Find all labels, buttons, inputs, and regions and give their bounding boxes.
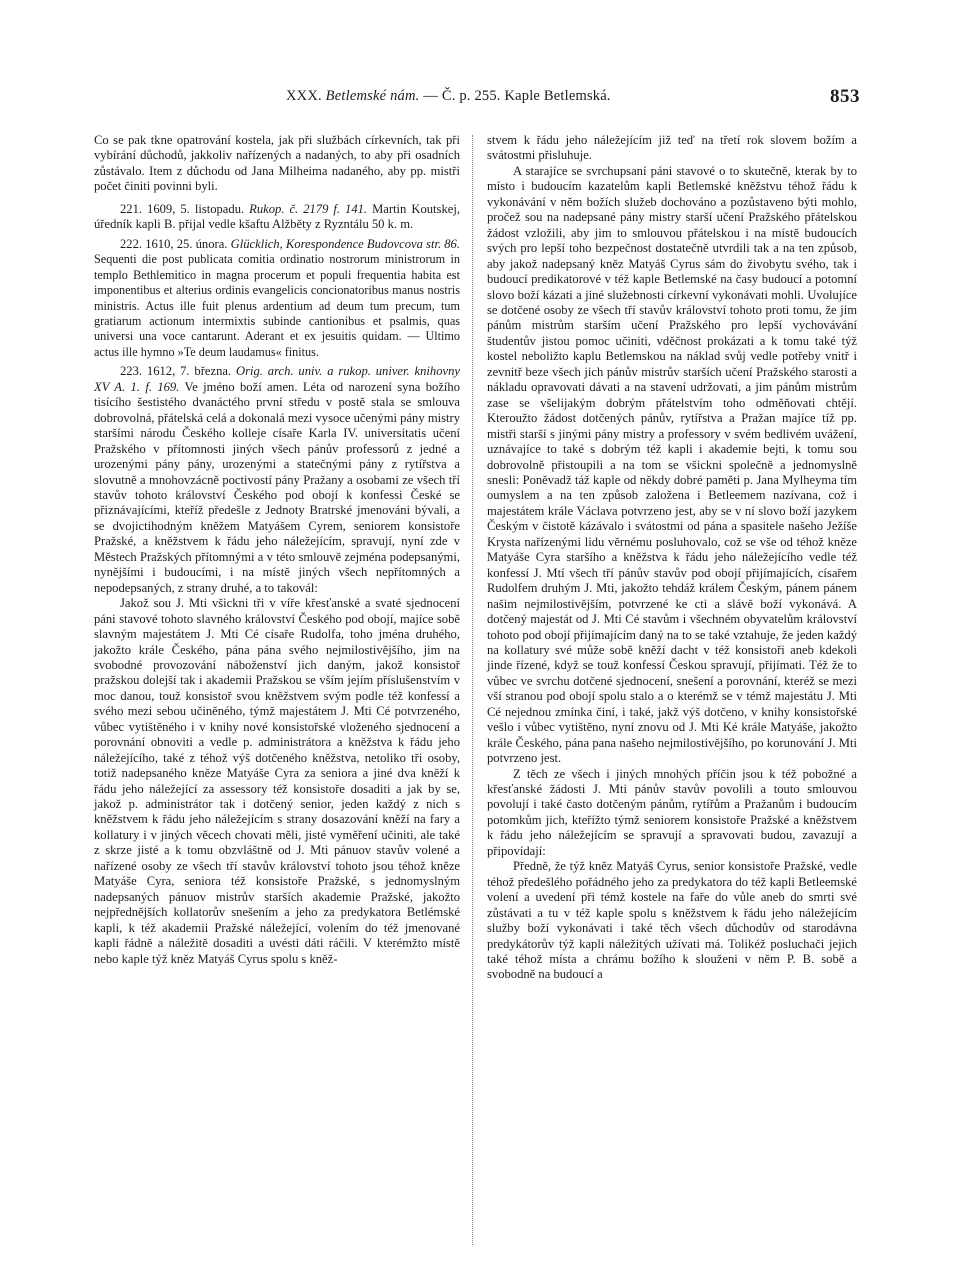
entry-223 — [94, 364, 460, 596]
paragraph: Co se pak tkne opatrování kostela, jak při službách církevních, tak při vybírání důchodů, jakkoliv nařízených a nadaných, to aby při osadních zůstávalo. Item z důchodu od Jana Milheima nadaného, aby pp. mistři počet činiti povinni byli. — [94, 133, 460, 194]
paragraph: Jakož sou J. Mti všickni tři v víře křesťanské a svaté sjednocení páni stavové tohoto slavného království Českého pod obojí, majíce sobě slavným majestátem J. Mti Cé císaře Rudolfa, toho jména druhého, jakožto krále Českého, pána pána svého nejmilostivějšího, jim na svobodné provozování náboženství jich daným, jakož konsistoř pražskou dolejší tak i akademii Pražskou se vším jejím příslušenstvím v moc danou, touž konsistoř svou kněžstvem svým podle též konfessí a svého mezi sebou učiněného, týmž majestátem J. Mti Cé potvrzeného, vůbec vytištěného i v knihy nové konsistořské vloženého sjednocení a porovnání obnoviti a vedle p. administrátora a kněžstva k řádu jeho náležejícího, také z téhož výš dotčeného kněžstva, netoliko tři osoby, totiž nadepsaného kněze Matyáše Cyra za seniora a jiné dva kněží k řádu jeho náležející za assessory též konsistoře dosaditi a jak by se, jakož p. administrátor tak i dotčený senior, jeden každý z nich s kněžstvem k řádu jeho náležejícím s strany dosazování kněží na fary a kollatury i v jiných věcech chovati měli, jisté vyměření učiniti, ale také z skrze jisté a k tomu obzvláštně od J. Mti pánuov stavův volené a nařízené osoby ze všech tří stavův království tohoto jsou téhož kněze Matyáše Cyra, seniora též konsistoře Pražské, s jednomyslným nadepsaných pánuov mistrův starších akademie Pražské, jakožto nejpřednějších kollatorův snešením a jeho za predykatora Betlémské kapli, k též akademii Pražské náležející, volením do též jmenované kapli řádně a náležitě dosaditi a uvésti dáti ráčili. V kterémžto místě nebo kaple týž kněz Matyáš Cyrus spolu s kněž- — [94, 596, 460, 966]
paragraph: Z těch ze všech i jiných mnohých příčin jsou k též pobožné a křesťanské žádosti J. Mti pánův stavův povolili a touto smlouvou povolují i také často dotčeným pánům, rytířům a Pražanům i budoucím potomkům jich, kteřížto týmž seniorem konsistoře Pražské a kněžstvem k řádu jeho náležejícím se spravují a spravovati budou, zavazují a připovídají: — [487, 766, 857, 858]
entry-222 — [94, 237, 460, 361]
entry-text: Ve jméno boží amen. Léta od narození syna božího tisícího šestistého dvanáctého první středu v postě stala se smlouva dobrovolná, přátelská celá a dokonalá mezi vysoce učenými pány mistry staršími národu Českého kolleje císaře Karla IV. universitatis učení Pražského v přítomnosti jiných všech pánův professorů z jedné a urozenými pány pány, urozenými a statečnými pány z rytířstva a slovutně a mnohovzácně poctivostí pány Pražany a osobami ze všech tří stavův tohoto království Českého pod obojí k konfessi České se přiznávajícími, kteříž předešle z Jednoty Bratrské jmenováni bývali, a se dvojictihodným kněžem Matyášem Cyrem, seniorem konsistoře Pražské, a kněžstvem k řádu jeho náležejícím, spravují, nyní zde v Městech Pražských přítomnými a v této smlouvě zejména podepsanými, nynějšími i budoucími, i na místě jiných všech nepřítomných a nepodepsaných, z strany druhé, a to takovál: — [94, 379, 460, 595]
paragraph: stvem k řádu jeho náležejícím již teď na třetí rok slovem božím a svátostmi přisluhuje. — [487, 133, 857, 163]
page-number: 853 — [830, 86, 860, 107]
entry-heading: 223. 1612, 7. března. — [120, 364, 232, 379]
page-header — [90, 86, 860, 112]
column-divider — [472, 135, 473, 1245]
running-head-rest: — Č. p. 255. Kaple Betlemská. — [423, 88, 611, 104]
entry-source: Glücklich, Korespondence Budovcova str. 86. — [230, 236, 461, 251]
running-head — [286, 88, 611, 105]
entry-221 — [94, 202, 460, 233]
entry-text: Martin Koutskej, úředník kapli B. přijal vedle kšaftu Alžběty z Ryzntálu 50 k. m. — [94, 201, 460, 232]
running-head-place: Betlemské nám. — [325, 88, 420, 104]
entry-heading: 221. 1609, 5. listopadu. — [120, 201, 245, 216]
paragraph: Předně, že týž kněz Matyáš Cyrus, senior konsistoře Pražské, vedle téhož předešlého pořádného jeho za predykatora do též kapli Betleemské volení a uvedení při témž kostele na faře do vůle aneb do smrti své zůstávati a tu v též kaple spolu s kněžstvem k řádu jeho náležejícím služby boží vykonávati i také těch všech důchodův od starodávna predykátorův týž kapli náležitých užívati má. Tolikéž posluchači jejich také téhož místa a chrámu božího k slouženi v něm P. B. sobě a svobodně na budoucí a — [487, 859, 857, 982]
left-column — [94, 133, 460, 967]
entry-heading: 222. 1610, 25. února. — [120, 236, 228, 251]
running-head-prefix: XXX. — [286, 88, 322, 104]
entry-source: Orig. arch. univ. a rukop. univer. knihovny XV A. 1. f. 169. — [94, 364, 460, 394]
right-column — [487, 133, 857, 983]
entry-text-latin: Sequenti die post publicata comitia ordinatio nostrorum ministrorum in templo Bethlemitico in magna procerum et populi frequentia habita est imponentibus et alterius ordinis evangelicis concionatoribus manus nostris ministris. Actus ille fuit plenus ardentium ad deum tum precum, tum gratiarum actionum intermixtis subinde cantionibus et psalmis, quas universi una voce cantarunt. Aderant et ex jesuitis quidam. — Ultimo actus ille hymno »Te deum laudamus« finitus. — [94, 252, 460, 359]
entry-source: Rukop. č. 2179 f. 141. — [249, 201, 368, 216]
paragraph: A starajíce se svrchupsaní páni stavové o to skutečně, kterak by to místo i budoucím kazatelům kapli Betlemské kněžstvu téhož řádu k vykonávání v něm božích služeb dochováno a pozůstaveno býti mohlo, pročež sou na nadepsané pány mistry starší učení Pražského přátelskou žádost vzložili, aby jim to smlouvou přátelskou i na místě budoucích svých pro lepší toho bezpečnost dostatečně utvrdili tak a na ten způsob, aby jakož nadepsaný kněz Matyáš Cyrus sám do živobytu svého, tak i budoucí predikatorové v též kaple Betlemské na časy budoucí a potomní slovo boží kázati a jiné služebnosti církevní vykonávati mohli. Uvolujíce se dotčené osoby ze všech tří stavův království tohoto proti tomu, že jim pánům mistrům starším učení Pražského pro lepší vychovávání študentův jistou pomoc učiniti, vděčnost prokázati a k tomu také týž kostel neboližto kaplu Betlemskou na náklad svůj vedle potřeby vnitř i zevnitř beze všech jich pánův mistrův starších učení Pražského starosti a nákladu opravovati dávati a na stavení udržovati, a jim pánům mistrům zase se všelijakým dobrým přátelstvím toho odměňovati chtějí. Kteroužto žádost dotčených pánův, rytířstva a Pražan majíce tíž pp. mistři starší s jinými pány mistry a professory v svém bedlivém uvážení, uznávajíce to také s dobrým též kapli i akademie bejti, k tomu sou dobrovolně přistoupili a na tom se všickni společně a jednomyslně snesli: Poněvadž táž kaple od někdy dobré paměti p. Jana Mylheyma tím oumyslem a na ten způsob založena i Betleemem nazívana, což i majestátem krále Václava potvrzeno jest, aby se v ní slovo boží jazykem Českým v čistotě kázávalo i svátostmi od pána a spasitele našeho Ježíše Krysta nařízenými lidu věrnému posluhovalo, což se vše od téhož kněze Matyáše Cyra staršího a kněžstva k řádu jeho náležejícího vedle též konfessí J. Mtí všech tří pánův stavův pod obojí přijímajících, císařem Rudolfem druhým J. Mti, jakožto tehdáž králem Českým, pánem pánem našim nejmilostivějším, potvrzené ke cti a slávě boží vykonává. A dotčený majestát od J. Mti Cé stavům i všechném obyvatelům království tohoto pod obojí přijímajícím daný na to se také vztahuje, že jeden každý na kollatury své může sobě kněží dacht v též konsistoři aneb kdekoli jinde řízené, když se touž konfessí Českou spravují, přijímati. Též že to vůbec ve svrchu dotčené sjednocení, snešení a porovnání, kteréž se mezi vší stranou pod obojí spolu stalo a o kterémž se v témž majestátu J. Mti Cé nejednou zmínka činí, i také, jakž výš dotčeno, v knihy konsistořské vešlo i vůbec vytištěno, nyní znovu od J. Mti Ké krále Matyáše, jakožto krále Českého, pána pana našeho nejmilostivějšího, po korunování J. Mti potvrzeno jest. — [487, 163, 857, 766]
